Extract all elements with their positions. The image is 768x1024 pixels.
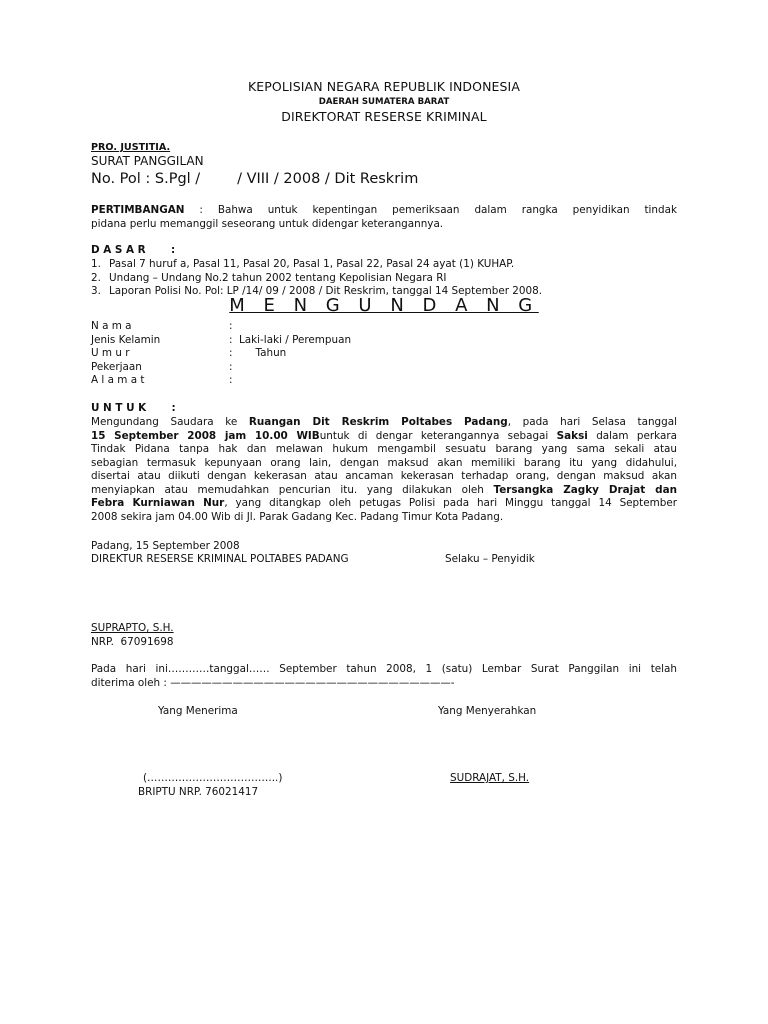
receipt-line2: diterima oleh : ———————————————————————————- [91,677,455,689]
untuk-text: untuk di dengar keterangannya sebagai [319,429,549,442]
field-colon: : [229,320,233,332]
untuk-role: Saksi [556,429,588,442]
identity-row-alamat [91,374,351,388]
dasar-item-num: 1. [91,258,101,270]
pertimbangan-line1 [91,204,677,218]
header-region: DAERAH SUMATERA BARAT [318,97,450,107]
field-label: N a m a [91,320,132,332]
untuk-text: menyiapkan atau memudahkan pencurian itu. yang dilakukan oleh [91,483,484,496]
untuk-suspects: Febra Kurniawan Nur [91,497,225,510]
dasar-item-num: 2. [91,271,101,284]
untuk-line: disertai atau diikuti dengan kekerasan atau ancaman kekerasan terhadap orang, dengan maksud akan [91,470,677,483]
field-label: Pekerjaan [91,360,142,373]
dasar-item [91,272,542,286]
pertimbangan-label: PERTIMBANGAN [91,204,185,216]
surat-panggilan-title: SURAT PANGGILAN [91,154,204,168]
field-value: Laki-laki / Perempuan [239,333,352,346]
director-title: DIREKTUR RESERSE KRIMINAL POLTABES PADANG [91,553,349,565]
place-date: Padang, 15 September 2008 [91,540,240,552]
untuk-line [91,416,677,430]
identity-row-umur [91,347,351,361]
untuk-line: 2008 sekira jam 04.00 Wib di Jl. Parak Gadang Kec. Padang Timur Kota Padang. [91,510,504,523]
untuk-datetime: 15 September 2008 jam 10.00 WIB [91,429,320,442]
field-colon: : [229,360,233,373]
dasar-item-text: Undang – Undang No.2 tahun 2002 tentang Kepolisian Negara RI [109,271,447,284]
pertimbangan-text-1: : Bahwa untuk kepentingan pemeriksaan dalam rangka penyidikan tindak [184,204,677,216]
signatory-name: SUPRAPTO, S.H. [91,622,174,634]
untuk-line [91,497,677,511]
mengundang-heading: M E N G U N D A N G [229,295,539,316]
dasar-item-num: 3. [91,285,101,298]
letter-number: No. Pol : S.Pgl / / VIII / 2008 / Dit Reskrim [91,171,419,187]
dasar-list [91,258,542,299]
untuk-text: , pada hari Selasa tanggal [507,416,677,428]
untuk-line: Tindak Pidana tanpa hak dan melawan hukum mengambil sesuatu barang yang sama sekali atau [91,443,677,456]
investigator-role: Selaku – Penyidik [445,553,535,565]
field-colon: : [229,374,233,387]
pro-justitia: PRO. JUSTITIA. [91,142,171,153]
identity-row-pekerjaan [91,361,351,375]
untuk-suspects: Tersangka Zagky Drajat dan [493,483,677,496]
header-directorate: DIREKTORAT RESERSE KRIMINAL [281,109,487,124]
untuk-text: Mengundang Saudara ke [91,416,238,428]
receiver-label: Yang Menerima [158,705,238,717]
pertimbangan-line2: pidana perlu memanggil seseorang untuk didengar keterangannya. [91,218,444,230]
dasar-item-text: Pasal 7 huruf a, Pasal 11, Pasal 20, Pasal 1, Pasal 22, Pasal 24 ayat (1) KUHAP. [109,258,515,270]
untuk-line [91,484,677,498]
giver-name: SUDRAJAT, S.H. [450,772,530,784]
dasar-item-text: Laporan Polisi No. Pol: LP /14/ 09 / 2008 / Dit Reskrim, tanggal 14 September 2008. [109,285,543,298]
dasar-item [91,258,542,272]
identity-row-jenis-kelamin [91,334,351,348]
identity-fields [91,320,351,388]
untuk-text: dalam perkara [587,429,677,442]
field-label: A l a m a t [91,374,145,387]
untuk-line [91,430,677,444]
header-institution: KEPOLISIAN NEGARA REPUBLIK INDONESIA [248,79,520,94]
giver-label: Yang Menyerahkan [438,705,537,717]
field-colon: : [229,347,233,360]
receiver-id: BRIPTU NRP. 76021417 [138,786,259,798]
untuk-text: , yang ditangkap oleh petugas Polisi pada hari Minggu tanggal 14 September [224,497,678,510]
field-value: Tahun [239,347,287,360]
signatory-nrp: NRP. 67091698 [91,636,174,648]
dasar-label: D A S A R : [91,244,176,256]
untuk-label: U N T U K : [91,402,176,414]
identity-row-nama [91,320,351,334]
untuk-line: sebagian termasuk kepunyaan orang lain, dengan maksud akan memiliki barang itu yang didahului, [91,456,677,469]
field-label: U m u r [91,347,130,360]
field-label: Jenis Kelamin [91,333,161,346]
receipt-line1: Pada hari ini…………tanggal…… September tahun 2008, 1 (satu) Lembar Surat Panggilan ini telah [91,663,677,675]
untuk-body [91,416,677,524]
receiver-signature-blank: (………………………………..) [143,772,283,784]
untuk-location: Ruangan Dit Reskrim Poltabes Padang [248,416,508,428]
field-colon: : [229,333,233,346]
